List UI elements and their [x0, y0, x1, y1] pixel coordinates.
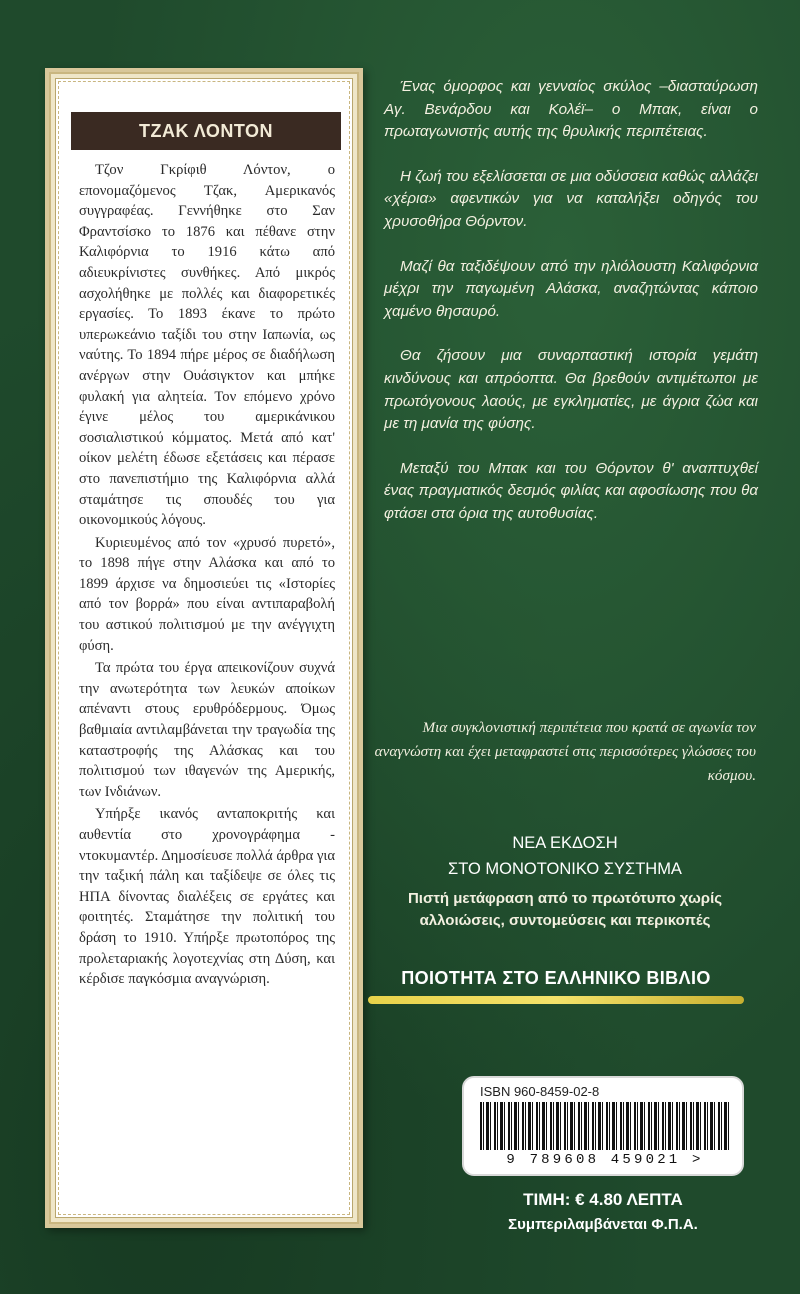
isbn-barcode-box — [462, 1076, 744, 1176]
author-bio-panel — [45, 68, 363, 1228]
synopsis-paragraph: Ένας όμορφος και γενναίος σκύλος –διασταύρωση Αγ. Βενάρδου και Κολέϊ– ο Μπακ, είναι ο πρωταγωνιστής αυτής της θρυλικής περιπέτειας. — [384, 78, 758, 141]
synopsis-paragraph: Μαζί θα ταξιδέψουν από την ηλιόλουστη Καλιφόρνια μέχρι την παγωμένη Αλάσκα, αναζητώντας κάποιο χαμένο θησαυρό. — [384, 257, 758, 320]
author-name-header: ΤΖΑΚ ΛΟΝΤΟΝ — [71, 112, 341, 150]
vat-note: Συμπεριλαμβάνεται Φ.Π.Α. — [508, 1216, 698, 1233]
quality-banner: ΠΟΙΟΤΗΤΑ ΣΤΟ ΕΛΛΗΝΙΚΟ ΒΙΒΛΙΟ — [401, 968, 711, 988]
quality-underline — [368, 996, 744, 1004]
author-bio-text — [79, 160, 335, 992]
bio-paragraph: Κυριευμένος από τον «χρυσό πυρετό», το 1898 πήγε στην Αλάσκα και από το 1899 άρχισε να δημοσιεύει τις «Ιστορίες από τον βορρά» που είναι αντιπαραβολή του αστικού πολιτισμού με την ανέγγιχτη φύση. — [79, 534, 335, 654]
tagline: Μια συγκλονιστική περιπέτεια που κρατά σε αγωνία τον αναγνώστη και έχει μεταφραστεί στις περισσότερες γλώσσες του κόσμου. — [374, 719, 756, 784]
edition-subtitle: Πιστή μετάφραση από το πρωτότυπο χωρίς αλλοιώσεις, συντομεύσεις και περικοπές — [407, 890, 723, 929]
edition-line-2: ΣΤΟ ΜΟΝΟΤΟΝΙΚΟ ΣΥΣΤΗΜΑ — [448, 860, 682, 878]
barcode-icon — [480, 1102, 730, 1150]
synopsis-paragraph: Μεταξύ του Μπακ και του Θόρντον θ' αναπτυχθεί ένας πραγματικός δεσμός φιλίας και αφοσίωσης που θα φτάσει στα όρια της αυτοθυσίας. — [384, 459, 758, 522]
bio-paragraph: Υπήρξε ικανός ανταποκριτής και αυθεντία στο χρονογράφημα - ντοκυμαντέρ. Δημοσίευσε πολλά άρθρα για την ταξική πάλη και ταξίδεψε σε όλες τις ΗΠΑ δίνοντας διαλέξεις σε εργάτες και φοιτητές. Σταμάτησε την πολιτική του δράση το 1910. Υπήρξε πρωτοπόρος της προλεταριακής λογοτεχνίας στη Δύση, και κέρδισε παγκόσμια αναγνώριση. — [79, 806, 335, 988]
isbn-label: ISBN 960-8459-02-8 — [480, 1084, 600, 1099]
edition-line-1: ΝΕΑ ΕΚΔΟΣΗ — [512, 834, 618, 852]
bio-paragraph: Τα πρώτα του έργα απεικονίζουν συχνά την ανωτερότητα των λευκών αποίκων απέναντι στους ερυθρόδερμους. Όμως βαθμιαία αντιλαμβάνεται την τραγωδία της καταστροφής της Αλάσκας και του πολιτισμού των ιθαγενών της Αμερικής, των Ινδιάνων. — [79, 660, 335, 800]
bio-paragraph: Τζον Γκρίφιθ Λόντον, ο επονομαζόμενος Τζακ, Αμερικανός συγγραφέας. Γεννήθηκε στο Σαν Φραντσίσκο το 1876 και πέθανε στην Καλιφόρνια το 1916 κάτω από αδιευκρίνιστες συνθήκες. Από μικρός ασχολήθηκε με πολλές και διαφορετικές εργασίες. Το 1893 έκανε το πρώτο υπερωκεάνιο ταξίδι του στην Ιαπωνία, ως ναύτης. Το 1894 πήρε μέρος σε διαδήλωση ανέργων στην Ουάσιγκτον και μπήκε φυλακή για αλητεία. Τον επόμενο χρόνο έγινε μέλος του αμερικάνικου σοσιαλιστικού κόμματος. Μετά από κατ' οίκον μελέτη έδωσε εξετάσεις και πέρασε στο πανεπιστήμιο της Καλιφόρνια αλλά σταμάτησε τις σπουδές του για οικονομικούς λόγους. — [79, 162, 335, 529]
synopsis-paragraph: Θα ζήσουν μια συναρπαστική ιστορία γεμάτη κινδύνους και απρόοπτα. Θα βρεθούν αντιμέτωποι με πρωτόγονους λαούς, με εγκληματίες, με άγρια ζώα και με τη μανία της φύσης. — [384, 347, 758, 433]
barcode-digits: 9 789608 459021 > — [506, 1152, 704, 1168]
edition-title — [370, 830, 760, 882]
book-synopsis — [384, 76, 758, 548]
price-label: ΤΙΜΗ: € 4.80 ΛΕΠΤΑ — [523, 1190, 683, 1209]
synopsis-paragraph: Η ζωή του εξελίσσεται σε μια οδύσσεια καθώς αλλάζει «χέρια» αφεντικών για να καταλήξει οδηγός του χρυσοθήρα Θόρντον. — [384, 167, 758, 230]
